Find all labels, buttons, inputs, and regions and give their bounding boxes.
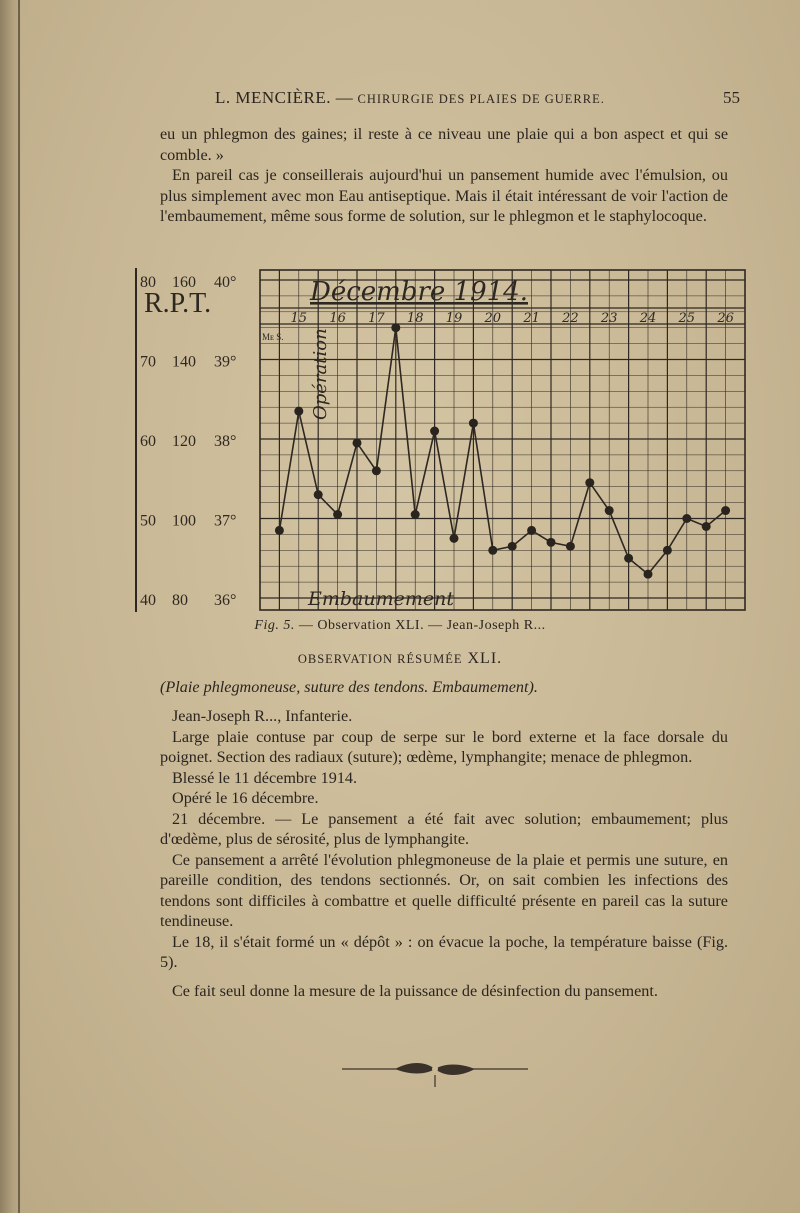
figure-caption-text: — Observation XLI. — Jean-Joseph R... (294, 618, 546, 633)
operation-annotation: Opération (310, 328, 331, 420)
scale-p-label: 120 (172, 433, 196, 450)
scale-t-label: 37° (214, 512, 237, 530)
day-tick-label: 15 (290, 311, 308, 326)
observation-paragraph: Ce fait seul donne la mesure de la puissance de désinfection du pansement. (172, 981, 658, 1000)
observation-paragraph: 21 décembre. — Le pansement a été fait avec solution; embaumement; plus d'œdème, plus de sérosité, plus de lymphangite. (160, 809, 728, 848)
fleuron-ornament (340, 1055, 530, 1091)
embalming-annotation: Embaumement (308, 588, 455, 610)
day-tick-label: 26 (717, 311, 734, 326)
temperature-point (508, 542, 517, 551)
temperature-point (411, 510, 420, 519)
day-tick-label: 17 (368, 311, 385, 326)
temperature-point (333, 510, 342, 519)
intro-paragraph: En pareil cas je conseillerais aujourd'hui un pansement humide avec l'émulsion, ou plus simplement avec mon Eau antiseptique. Mais il était intéressant de voir l'action de l'embaumement, même sous forme de solution, sur le phlegmon et le staphylocoque. (160, 166, 728, 225)
day-tick-label: 25 (678, 311, 696, 326)
scale-t-label: 36° (214, 592, 237, 609)
figure-caption (0, 618, 800, 634)
temperature-chart-svg (120, 260, 760, 618)
intro-text (160, 124, 728, 227)
scale-r-label: 70 (140, 353, 156, 371)
day-tick-label: 22 (562, 311, 579, 326)
day-tick-label: 21 (523, 311, 540, 326)
page-number: 55 (723, 88, 740, 107)
scale-p-label: 160 (172, 274, 196, 291)
figure-label: Fig. 5. (254, 618, 295, 633)
observation-paragraph: Le 18, il s'était formé un « dépôt » : on évacue la poche, la température baisse (Fig. 5). (160, 932, 728, 971)
scale-r-label: 50 (140, 512, 156, 530)
running-header (215, 88, 740, 108)
temperature-point (624, 554, 633, 563)
observation-subtitle: (Plaie phlegmoneuse, suture des tendons. Embaumement). (160, 678, 538, 696)
page-gutter-line (18, 0, 20, 1213)
temperature-point (372, 466, 381, 475)
scale-r-label: 60 (140, 433, 156, 450)
day-tick-label: 23 (600, 311, 618, 326)
temperature-point (450, 534, 459, 543)
temperature-point (314, 490, 323, 499)
scale-t-label: 38° (214, 433, 237, 450)
temperature-point (702, 522, 711, 531)
observation-paragraph: Large plaie contuse par coup de serpe sur le bord externe et la face dorsale du poignet. Section des radiaux (suture); œdème, lymphangite; menace de phlegmon. (160, 727, 728, 766)
observation-paragraph: Ce pansement a arrêté l'évolution phlegmoneuse de la plaie et permis une suture, en pareille condition, des tendons sectionnés. Or, on sait combien les infections des tendons sont difficiles à combattre et quelle difficulté présente en pareil cas la suture tendineuse. (160, 850, 728, 930)
scale-t-label: 39° (214, 353, 237, 371)
temperature-point (469, 419, 478, 428)
day-tick-label: 20 (484, 311, 502, 326)
temperature-point (644, 570, 653, 579)
temperature-point (488, 546, 497, 555)
temperature-point (721, 506, 730, 515)
day-tick-label: 16 (329, 311, 346, 326)
observation-paragraph: Opéré le 16 décembre. (172, 789, 319, 807)
temperature-point (566, 542, 575, 551)
observation-title (0, 650, 800, 668)
observation-title-text: OBSERVATION RÉSUMÉE (297, 652, 463, 666)
observation-text (160, 706, 728, 1001)
header-title: CHIRURGIE DES PLAIES DE GUERRE. (357, 92, 605, 106)
temperature-point (547, 538, 556, 547)
temperature-point (605, 506, 614, 515)
temperature-point (275, 526, 284, 535)
observation-paragraph: Blessé le 11 décembre 1914. (172, 768, 358, 787)
scale-r-label: 80 (140, 274, 156, 291)
temperature-point (663, 546, 672, 555)
intro-paragraph: eu un phlegmon des gaines; il reste à ce niveau une plaie qui a bon aspect et qui se comble. » (160, 125, 728, 164)
observation-number: XLI. (462, 650, 503, 667)
chart-month-label: Décembre 1914. (310, 277, 528, 307)
scale-p-label: 80 (172, 592, 188, 609)
temperature-chart (120, 260, 760, 640)
scale-p-label: 100 (172, 512, 196, 530)
temperature-curve (279, 328, 725, 574)
temperature-point (682, 514, 691, 523)
temperature-point (353, 438, 362, 447)
days-row-label: Mᴇ S. (262, 332, 284, 342)
temperature-point (391, 323, 400, 332)
day-tick-label: 19 (445, 311, 463, 326)
scale-p-label: 140 (172, 353, 196, 371)
temperature-point (430, 427, 439, 436)
temperature-point (527, 526, 536, 535)
header-author: L. MENCIÈRE. — (215, 88, 354, 107)
temperature-point (294, 407, 303, 416)
chart-header-label: R.P.T. (144, 288, 212, 319)
observation-paragraph: Jean-Joseph R..., Infanterie. (172, 707, 353, 725)
temperature-point (585, 478, 594, 487)
scale-t-label: 40° (214, 274, 237, 291)
day-tick-label: 24 (639, 311, 657, 326)
day-tick-label: 18 (406, 311, 424, 326)
scale-r-label: 40 (140, 592, 156, 609)
